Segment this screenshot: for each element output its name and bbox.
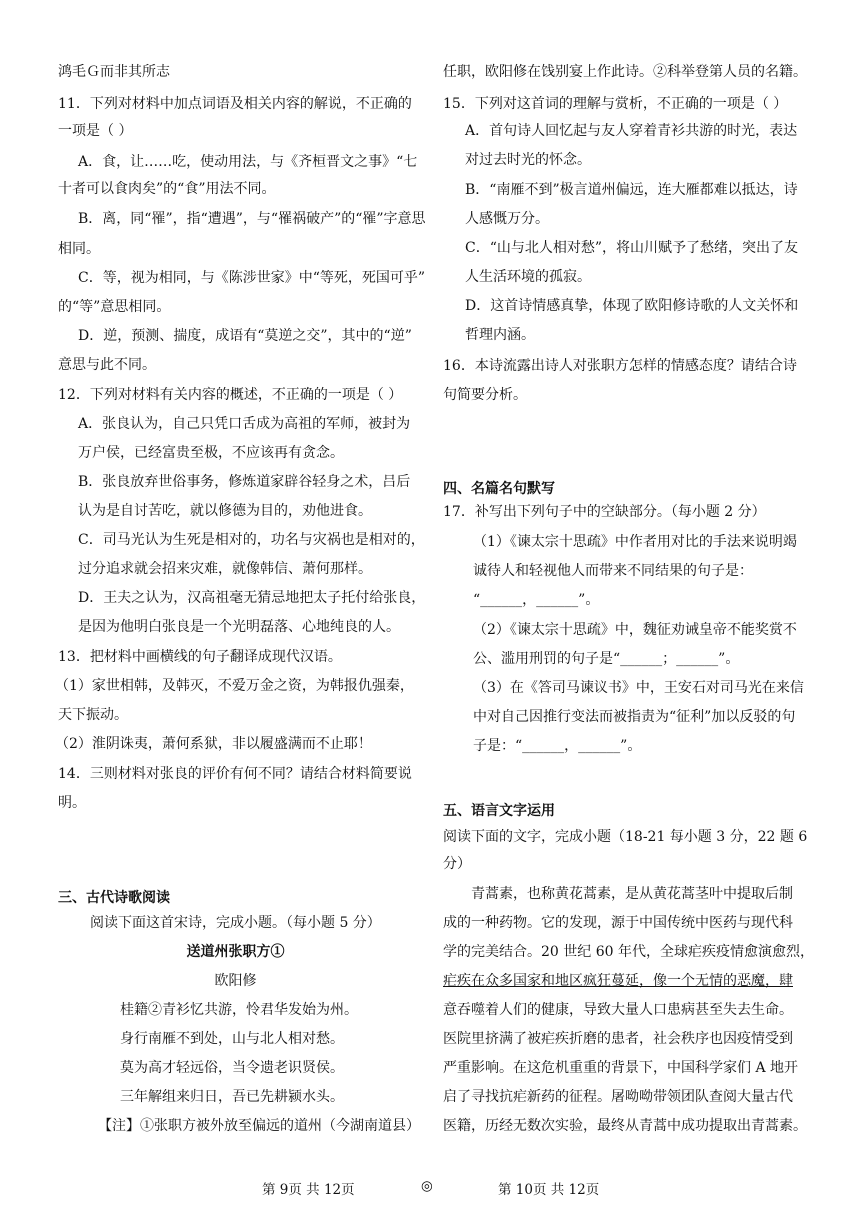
q11-stem-line1: 11．下列对材料中加点词语及相关内容的解说，不正确的 <box>58 96 412 112</box>
poem-line: 桂籍②青衫忆共游，怜君华发始为州。 <box>120 1002 358 1018</box>
footer-right-page-number: 第 10页 共 12页 <box>498 1182 600 1198</box>
q17-part3-line1: （3）在《答司马谏议书》中，王安石对司马光在来信 <box>473 680 804 696</box>
q15-option-b-line1: B．“南雁不到”极言道州偏远，连大雁都难以抵达，诗 <box>465 182 798 198</box>
q14-line2: 明。 <box>58 795 86 811</box>
q15-option-d-line2: 哲理内涵。 <box>465 327 535 343</box>
section5-intro-line1: 阅读下面的文字，完成小题（18-21 每小题 3 分，22 题 6 <box>443 829 808 845</box>
q17-stem: 17．补写出下列句子中的空缺部分。（每小题 2 分） <box>443 504 766 520</box>
q15-option-c-line1: C．“山与北人相对愁”，将山川赋予了愁绪，突出了友 <box>465 240 799 256</box>
q11-option-d-line1: D．逆，预测、揣度，成语有“莫逆之交”，其中的“逆” <box>78 328 412 344</box>
q12-option-c-line2: 过分追求就会招来灾难，就像韩信、萧何那样。 <box>78 561 372 577</box>
q17-part2-line2: 公、滥用刑罚的句子是“______；______”。 <box>473 651 740 667</box>
poem-line: 三年解组来归日，吾已先耕颍水头。 <box>120 1089 344 1105</box>
poem-note: 【注】①张职方被外放至偏远的道州（今湖南道县） <box>98 1118 420 1134</box>
passage-line: 严重影响。在这危机重重的背景下，中国科学家们 A 地开 <box>443 1060 799 1076</box>
q17-part1-line1: （1）《谏太宗十思疏》中作者用对比的手法来说明竭 <box>473 534 797 550</box>
q17-part2-line1: （2）《谏太宗十思疏》中，魏征劝诫皇帝不能奖赏不 <box>473 622 797 638</box>
q13-sentence2: （2）淮阴诛夷，萧何系狱，非以履盛满而不止耶！ <box>55 736 372 752</box>
q15-option-b-line2: 人感慨万分。 <box>465 211 549 227</box>
q13-sentence1-line1: （1）家世相韩，及韩灭，不爱万金之资，为韩报仇强秦， <box>55 678 414 694</box>
q11-option-b-line2: 相同。 <box>58 241 100 257</box>
top-line: 鸿毛Ｇ而非其所志 <box>58 64 170 80</box>
q13-stem: 13．把材料中画横线的句子翻译成现代汉语。 <box>58 649 342 665</box>
passage-line: 医籍，历经无数次实验，最终从青蒿中成功提取出青蒿素。 <box>443 1118 807 1134</box>
q17-part1-line3: “______，______”。 <box>473 592 600 608</box>
q15-stem: 15．下列对这首词的理解与赏析，不正确的一项是（ ） <box>443 96 788 112</box>
q12-option-a-line2: 万户侯，已经富贵至极，不应该再有贪念。 <box>78 445 344 461</box>
q11-option-b-line1: B．离，同“罹”，指“遭遇”，与“罹祸破产”的“罹”字意思 <box>78 211 426 227</box>
section5-intro-line2: 分） <box>443 856 471 872</box>
passage-line: 医院里挤满了被疟疾折磨的患者，社会秩序也因疫情受到 <box>443 1031 793 1047</box>
q11-option-c-line2: 的“等”意思相同。 <box>58 299 171 315</box>
passage-line: 青蒿素，也称黄花蒿素，是从黄花蒿茎叶中提取后制 <box>471 886 793 902</box>
q12-option-c-line1: C．司马光认为生死是相对的，功名与灾祸也是相对的， <box>78 532 425 548</box>
footer-left-page-number: 第 9页 共 12页 <box>262 1182 355 1198</box>
q17-part1-line2: 诚待人和轻视他人而带来不同结果的句子是： <box>473 563 753 579</box>
q11-option-c-line1: C．等，视为相同，与《陈涉世家》中“等死，死国可乎” <box>78 270 426 286</box>
q12-option-d-line2: 是因为他明白张良是一个光明磊落、心地纯良的人。 <box>78 619 400 635</box>
poem-line: 莫为高才轻远俗，当令遗老识贤侯。 <box>120 1060 344 1076</box>
q12-stem: 12．下列对材料有关内容的概述，不正确的一项是（ ） <box>58 387 403 403</box>
section3-heading: 三、古代诗歌阅读 <box>58 890 170 906</box>
q16-line1: 16．本诗流露出诗人对张职方怎样的情感态度？请结合诗 <box>443 358 797 374</box>
section5-heading: 五、语言文字运用 <box>443 803 555 819</box>
passage-line: 成的一种药物。它的发现，源于中国传统中医药与现代科 <box>443 915 793 931</box>
poem-title: 送道州张职方① <box>186 944 285 960</box>
section4-heading: 四、名篇名句默写 <box>443 481 555 497</box>
q15-option-c-line2: 人生活环境的孤寂。 <box>465 269 591 285</box>
q17-part3-line3: 子是：“______，______”。 <box>473 738 642 754</box>
q12-option-d-line1: D．王夫之认为，汉高祖毫无猜忌地把太子托付给张良， <box>78 590 426 606</box>
section3-intro: 阅读下面这首宋诗，完成小题。（每小题 5 分） <box>90 915 381 931</box>
q12-option-b-line1: B．张良放弃世俗事务，修炼道家辟谷轻身之术，吕后 <box>78 474 411 490</box>
q17-part3-line2: 中对自己因推行变法而被指责为“征利”加以反驳的句 <box>473 709 796 725</box>
poem-author: 欧阳修 <box>214 973 257 989</box>
q11-stem-line2: 一项是（ ） <box>58 123 133 139</box>
q14-line1: 14．三则材料对张良的评价有何不同？请结合材料简要说 <box>58 766 412 782</box>
footer-symbol: ◎ <box>421 1178 433 1194</box>
q11-option-d-line2: 意思与此不同。 <box>58 357 156 373</box>
q15-option-a-line2: 对过去时光的怀念。 <box>465 152 591 168</box>
q12-option-a-line1: A．张良认为，自己只凭口舌成为高祖的军师，被封为 <box>78 416 411 432</box>
q12-option-b-line2: 认为是自讨苦吃，就以修德为目的，劝他进食。 <box>78 503 372 519</box>
poem-line: 身行南雁不到处，山与北人相对愁。 <box>120 1031 344 1047</box>
q15-option-d-line1: D．这首诗情感真挚，体现了欧阳修诗歌的人文关怀和 <box>465 298 799 314</box>
q15-option-a-line1: A．首句诗人回忆起与友人穿着青衫共游的时光，表达 <box>465 123 798 139</box>
passage-line: 启了寻找抗疟新药的征程。屠呦呦带领团队查阅大量古代 <box>443 1089 793 1105</box>
passage-line: 学的完美结合。20 世纪 60 年代，全球疟疾疫情愈演愈烈， <box>443 944 814 960</box>
note-continuation: 任职，欧阳修在饯别宴上作此诗。②科举登第人员的名籍。 <box>443 64 807 80</box>
passage-line-underlined: 疟疾在众多国家和地区疯狂蔓延，像一个无情的恶魔，肆 <box>443 973 793 989</box>
q11-option-a-line2: 十者可以食肉矣”的“食”用法不同。 <box>58 181 276 197</box>
q11-option-a-line1: A．食，让……吃，使动用法，与《齐桓晋文之事》“七 <box>78 154 418 170</box>
q16-line2: 句简要分析。 <box>443 387 527 403</box>
passage-line: 意吞噬着人们的健康，导致大量人口患病甚至失去生命。 <box>443 1002 793 1018</box>
q13-sentence1-line2: 天下振动。 <box>58 707 128 723</box>
